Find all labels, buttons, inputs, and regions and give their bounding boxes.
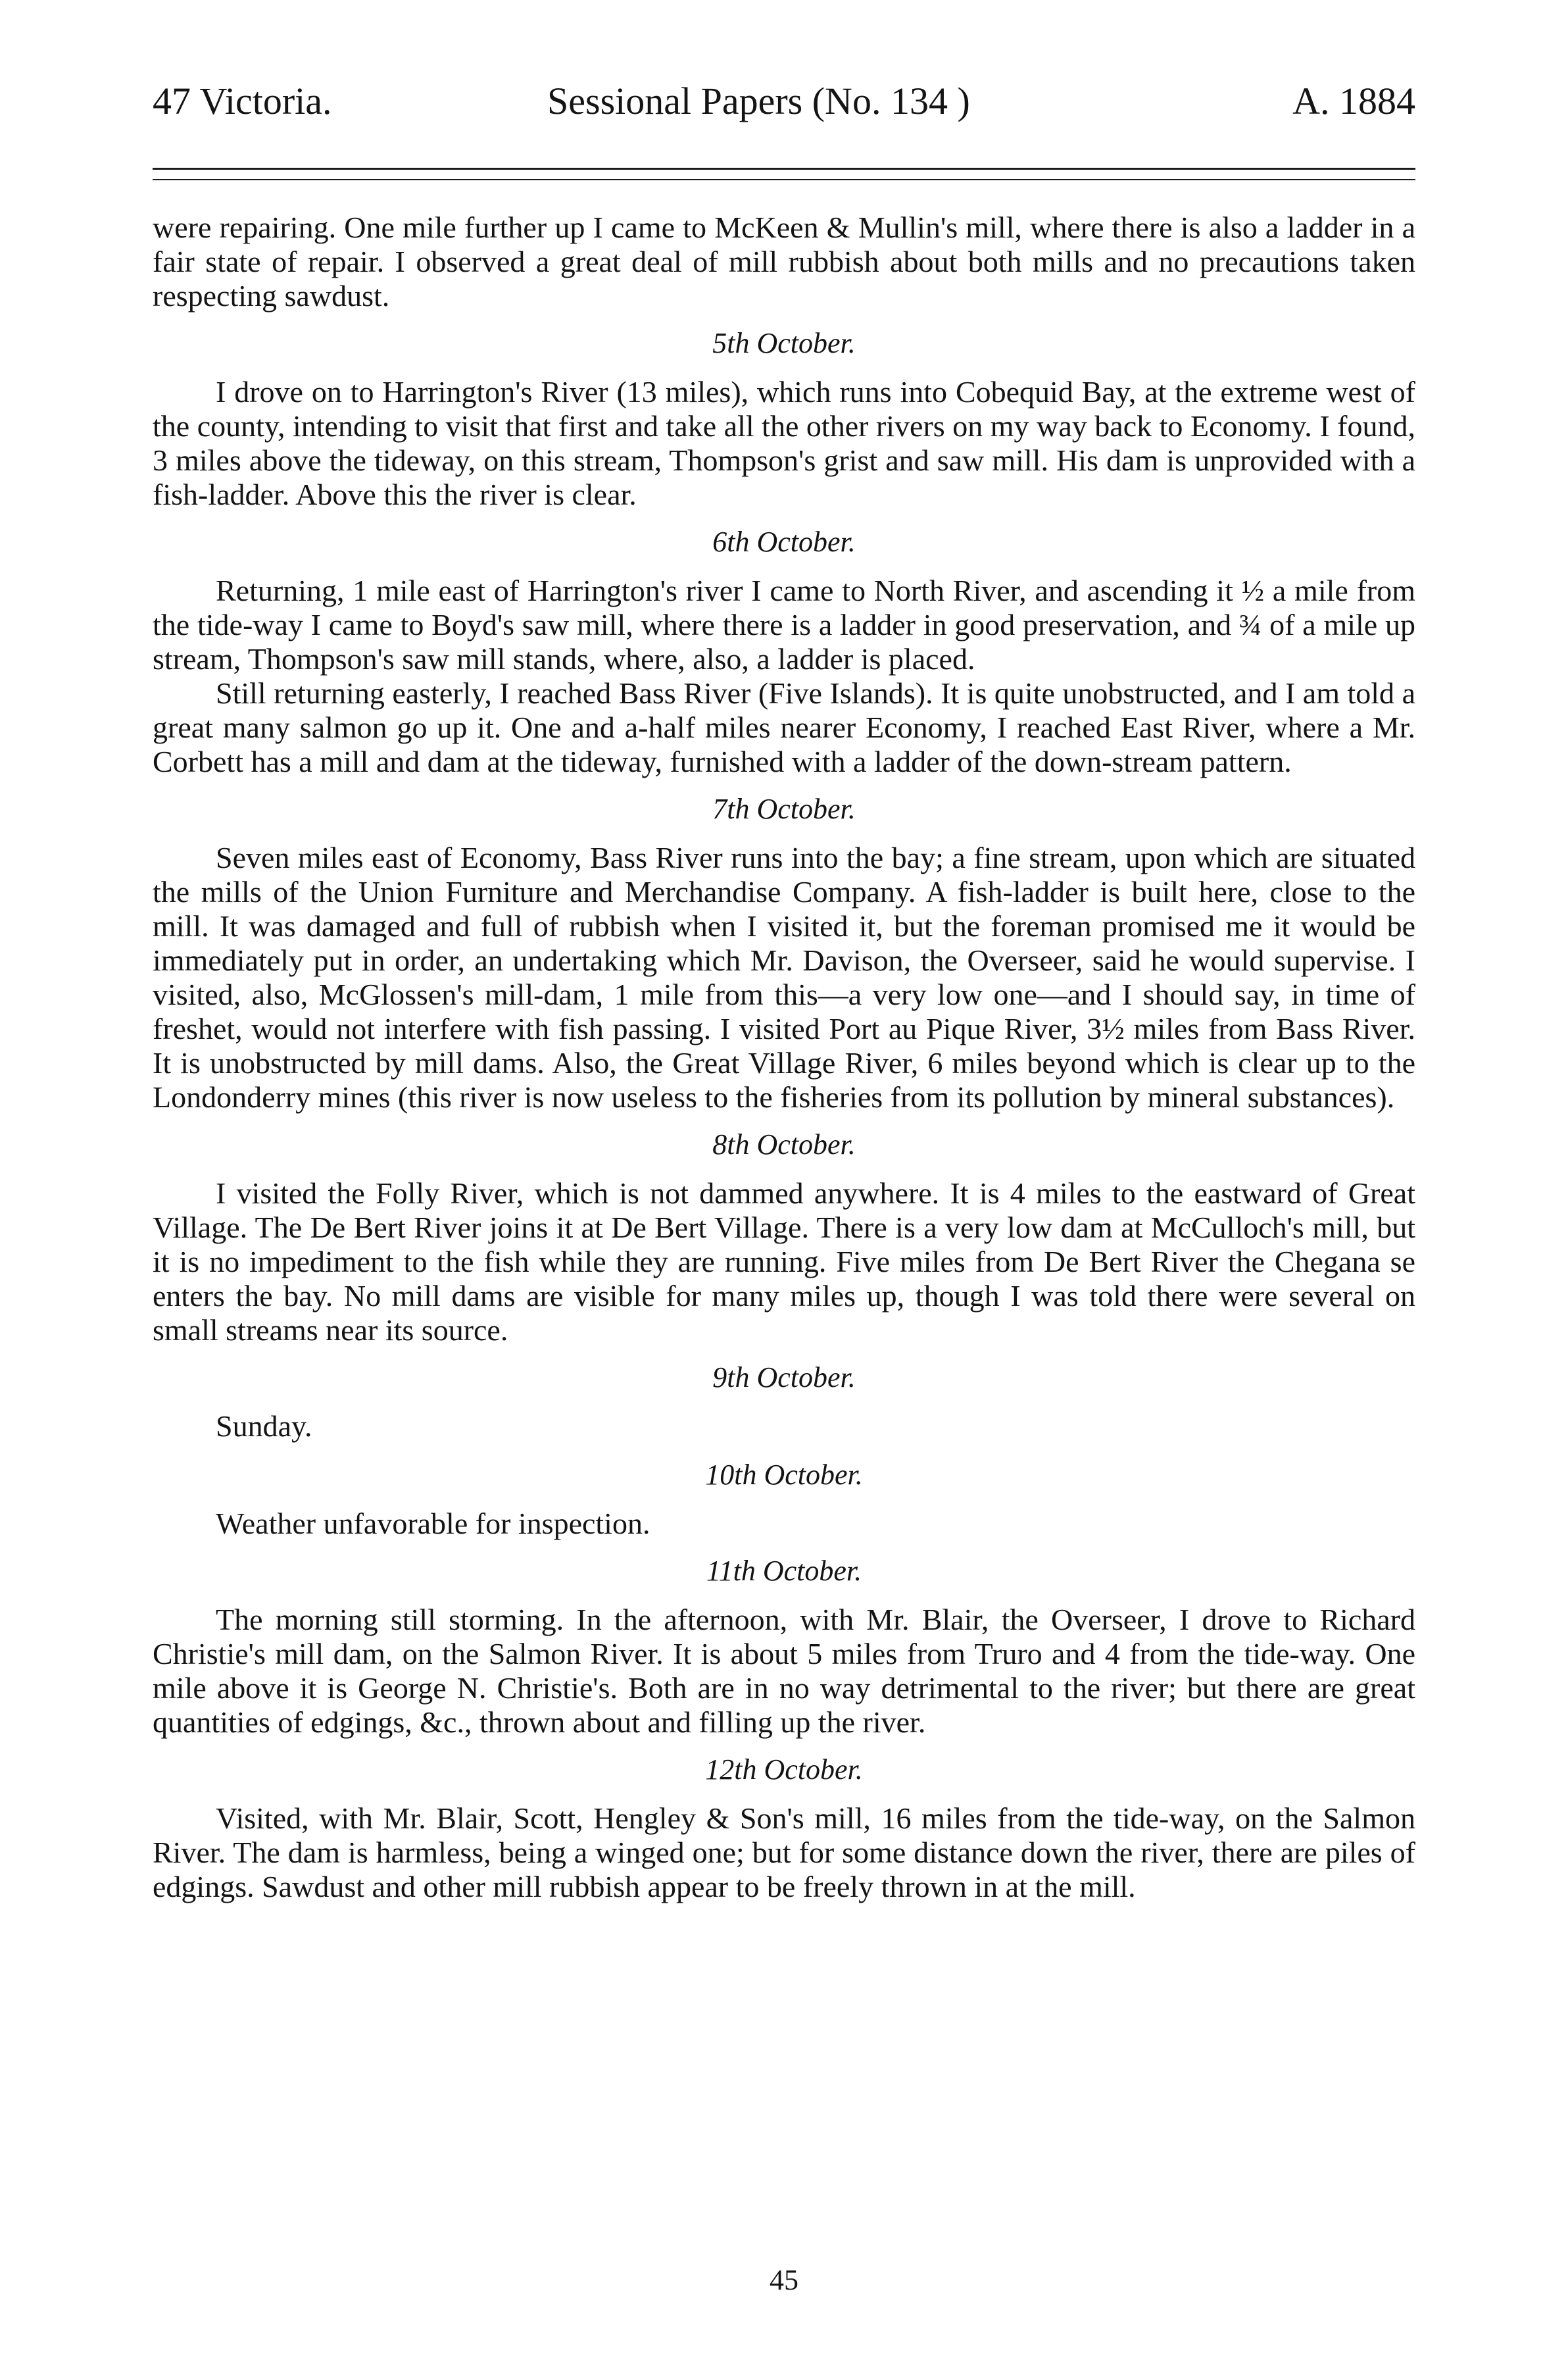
paragraph: Visited, with Mr. Blair, Scott, Hengley & Son's mill, 16 miles from the tide-way, on the Salmon River. The dam is harmless, being a winged one; but for some distance down the river, there are piles of edgings. Sawdust and other mill rubbish appear to be freely thrown in at the mill. — [153, 1801, 1415, 1903]
paragraph: Still returning easterly, I reached Bass River (Five Islands). It is quite unobstructed, and I am told a great many salmon go up it. One and a-half miles nearer Economy, I reached East River, where a Mr. Corbett has a mill and dam at the tideway, furnished with a ladder of the down-stream pattern. — [153, 676, 1415, 778]
date-heading: 10th October. — [705, 1459, 863, 1491]
date-heading: 11th October. — [706, 1555, 862, 1587]
date-heading: 9th October. — [712, 1361, 856, 1393]
header-title: Sessional Papers (No. 134 ) — [547, 80, 970, 122]
paragraph: were repairing. One mile further up I came to McKeen & Mullin's mill, where there is also a ladder in a fair state of repair. I observed a great deal of mill rubbish about both mills and no precautions taken respecting sawdust. — [153, 211, 1415, 313]
header-year: A. 1884 — [1292, 80, 1415, 122]
date-heading: 5th October. — [712, 327, 856, 359]
running-header — [153, 79, 1415, 138]
document-body — [153, 211, 1415, 1904]
date-heading: 7th October. — [712, 793, 856, 825]
header-volume: 47 Victoria. — [153, 80, 332, 122]
header-rule-thin — [153, 179, 1415, 180]
date-heading: 12th October. — [705, 1753, 863, 1786]
date-heading: 6th October. — [712, 526, 856, 558]
paragraph: I drove on to Harrington's River (13 miles), which runs into Cobequid Bay, at the extreme west of the county, intending to visit that first and take all the other rivers on my way back to Economy. I found, 3 miles above the tideway, on this stream, Thompson's grist and saw mill. His dam is unprovided with a fish-ladder. Above this the river is clear. — [153, 375, 1415, 511]
paragraph: The morning still storming. In the afternoon, with Mr. Blair, the Overseer, I drove to Richard Christie's mill dam, on the Salmon River. It is about 5 miles from Truro and 4 from the tide-way. One mile above it is George N. Christie's. Both are in no way detrimental to the river; but there are great quantities of edgings, &c., thrown about and filling up the river. — [153, 1603, 1415, 1739]
header-rule-thick — [153, 168, 1415, 170]
paragraph: Seven miles east of Economy, Bass River runs into the bay; a fine stream, upon which are situated the mills of the Union Furniture and Merchandise Company. A fish-ladder is built here, close to the mill. It was damaged and full of rubbish when I visited it, but the foreman promised me it would be immediately put in order, an undertaking which Mr. Davison, the Overseer, said he would supervise. I visited, also, McGlossen's mill-dam, 1 mile from this—a very low one—and I should say, in time of freshet, would not interfere with fish passing. I visited Port au Pique River, 3½ miles from Bass River. It is unobstructed by mill dams. Also, the Great Village River, 6 miles beyond which is clear up to the Londonderry mines (this river is now useless to the fisheries from its pollution by mineral substances). — [153, 841, 1415, 1114]
paragraph: I visited the Folly River, which is not dammed anywhere. It is 4 miles to the eastward of Great Village. The De Bert River joins it at De Bert Village. There is a very low dam at McCulloch's mill, but it is no impediment to the fish while they are running. Five miles from De Bert River the Chegana se enters the bay. No mill dams are visible for many miles up, though I was told there were several on small streams near its source. — [153, 1176, 1415, 1347]
paragraph: Weather unfavorable for inspection. — [216, 1507, 650, 1540]
paragraph: Returning, 1 mile east of Harrington's river I came to North River, and ascending it ½ a mile from the tide-way I came to Boyd's saw mill, where there is a ladder in good preservation, and ¾ of a mile up stream, Thompson's saw mill stands, where, also, a ladder is placed. — [153, 574, 1415, 676]
sunday-note: Sunday. — [216, 1409, 312, 1443]
date-heading: 8th October. — [712, 1128, 856, 1161]
page-number: 45 — [770, 2264, 798, 2296]
